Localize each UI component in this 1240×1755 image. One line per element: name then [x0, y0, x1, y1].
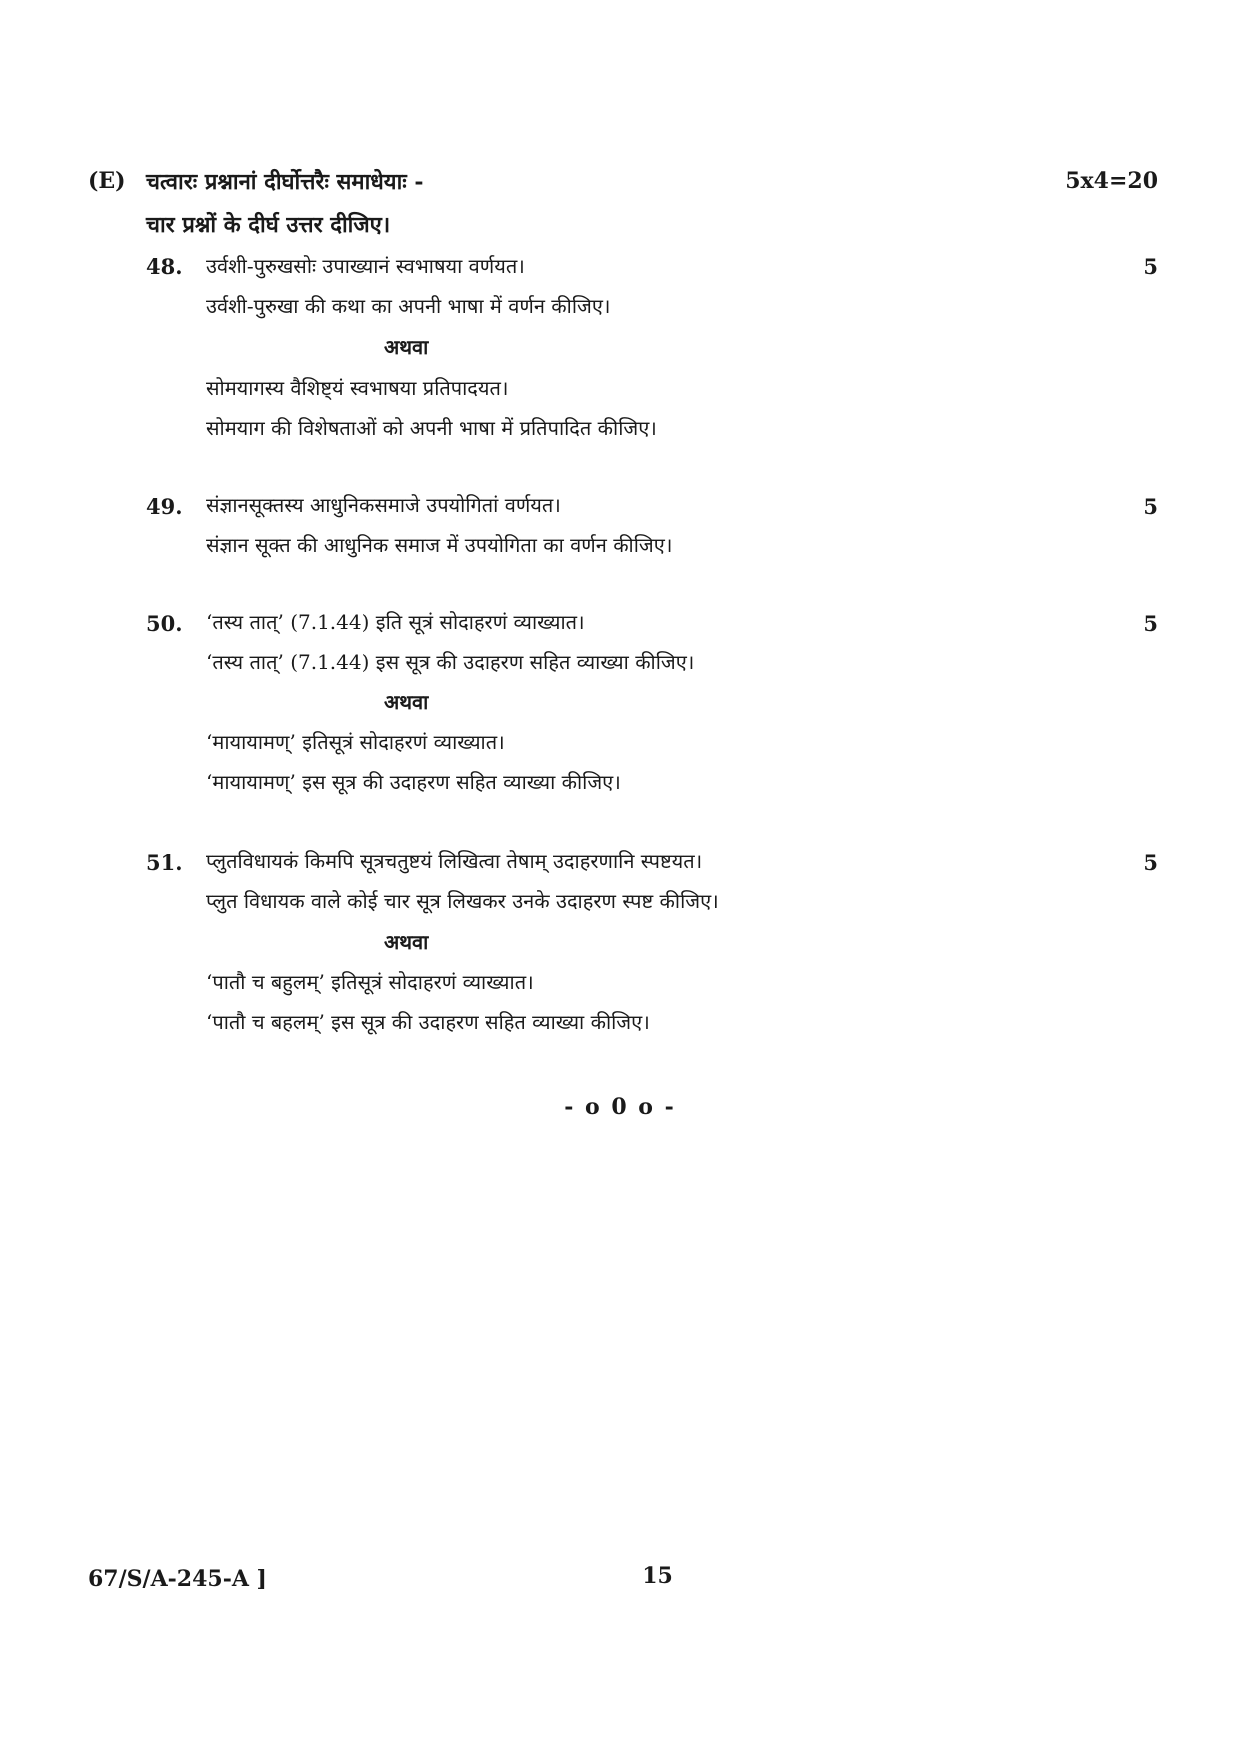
question-hindi: उर्वशी-पुरुखा की कथा का अपनी भाषा में वर्णन कीजिए। — [206, 294, 611, 318]
or-label: अथवा — [384, 930, 429, 954]
question-number: 50. — [146, 611, 183, 636]
question-number: 49. — [146, 494, 183, 519]
alt-question-sanskrit: ‘मायायामण्’ इतिसूत्रं सोदाहरणं व्याख्यात। — [206, 730, 505, 754]
or-label: अथवा — [384, 690, 429, 714]
question-hindi: संज्ञान सूक्त की आधुनिक समाज में उपयोगिता का वर्णन कीजिए। — [206, 533, 673, 557]
question-number: 51. — [146, 850, 183, 875]
question-sanskrit: संज्ञानसूक्तस्य आधुनिकसमाजे उपयोगितां वर्णयत। — [206, 493, 561, 517]
question-number: 48. — [146, 254, 183, 279]
page-number: 15 — [642, 1563, 673, 1589]
paper-code: 67/S/A-245-A ] — [88, 1566, 267, 1592]
alt-question-sanskrit: सोमयागस्य वैशिष्ट्यं स्वभाषया प्रतिपादयत। — [206, 376, 509, 400]
alt-question-hindi: ‘पातौ च बहलम्’ इस सूत्र की उदाहरण सहित व्याख्या कीजिए। — [206, 1010, 650, 1034]
question-hindi: ‘तस्य तात्’ (7.1.44) इस सूत्र की उदाहरण सहित व्याख्या कीजिए। — [206, 650, 695, 674]
end-marker: - o 0 o - — [564, 1094, 676, 1120]
section-instruction-hindi: चार प्रश्नों के दीर्घ उत्तर दीजिए। — [146, 212, 391, 238]
alt-question-hindi: ‘मायायामण्’ इस सूत्र की उदाहरण सहित व्याख्या कीजिए। — [206, 770, 621, 794]
or-label: अथवा — [384, 335, 429, 359]
question-marks: 5 — [1143, 850, 1158, 875]
alt-question-hindi: सोमयाग की विशेषताओं को अपनी भाषा में प्रतिपादित कीजिए। — [206, 416, 657, 440]
question-sanskrit: प्लुतविधायकं किमपि सूत्रचतुष्टयं लिखित्वा तेषाम् उदाहरणानि स्पष्टयत। — [206, 849, 703, 873]
section-instruction-sanskrit: चत्वारः प्रश्नानां दीर्घोत्तरैः समाधेयाः - — [146, 169, 424, 195]
section-marks: 5x4=20 — [1065, 168, 1158, 194]
question-marks: 5 — [1143, 494, 1158, 519]
alt-question-sanskrit: ‘पातौ च बहुलम्’ इतिसूत्रं सोदाहरणं व्याख्यात। — [206, 970, 534, 994]
question-sanskrit: उर्वशी-पुरुखसोः उपाख्यानं स्वभाषया वर्णयत। — [206, 254, 525, 278]
question-marks: 5 — [1143, 611, 1158, 636]
question-sanskrit: ‘तस्य तात्’ (7.1.44) इति सूत्रं सोदाहरणं व्याख्यात। — [206, 610, 585, 634]
section-label: (E) — [88, 168, 126, 194]
question-hindi: प्लुत विधायक वाले कोई चार सूत्र लिखकर उनके उदाहरण स्पष्ट कीजिए। — [206, 889, 719, 913]
question-marks: 5 — [1143, 254, 1158, 279]
